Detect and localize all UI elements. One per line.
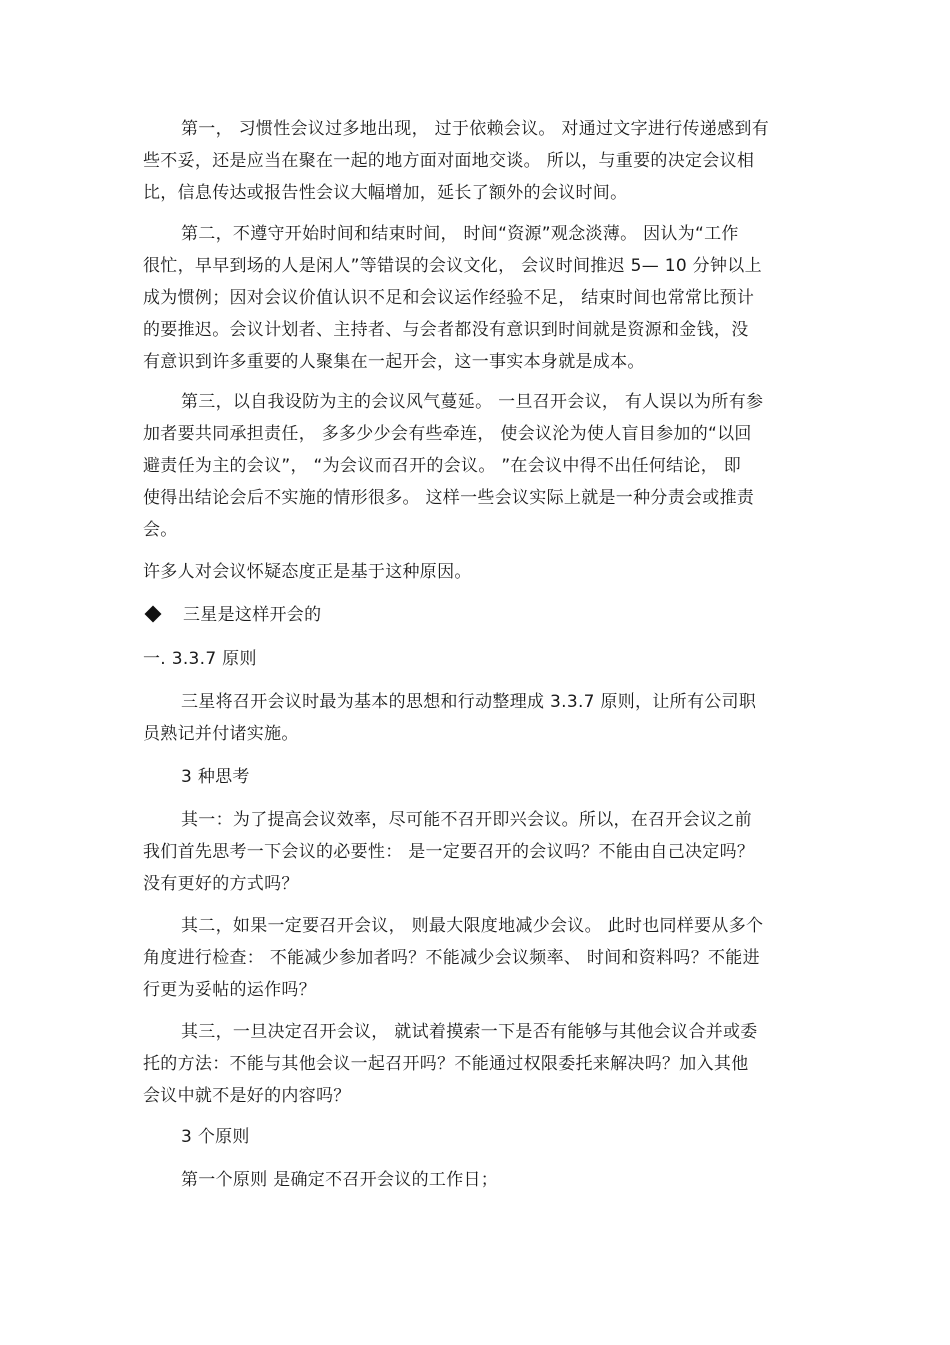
section-heading-text: 一. 3.3.7 原则 xyxy=(143,649,257,669)
text-line: 我们首先思考一下会议的必要性： 是一定要召开的会议吗？不能由自己决定吗？ xyxy=(143,842,755,862)
text-line: 其三，一旦决定召开会议， 就试着摸索一下是否有能够与其他会议合并或委 xyxy=(181,1022,758,1042)
text-line: 的要推迟。会议计划者、主持者、与会者都没有意识到时间就是资源和金钱，没 xyxy=(143,320,749,340)
paragraph-second-point xyxy=(143,218,815,378)
text-line: 许多人对会议怀疑态度正是基于这种原因。 xyxy=(143,562,472,582)
subheading-text: 3 个原则 xyxy=(181,1127,250,1147)
paragraph-third-point xyxy=(143,386,815,546)
text-line: 第二，不遵守开始时间和结束时间， 时间“资源”观念淡薄。 因认为“工作 xyxy=(181,224,739,244)
text-line: 托的方法：不能与其他会议一起召开吗？不能通过权限委托来解决吗？加入其他 xyxy=(143,1054,749,1074)
paragraph-principle-intro xyxy=(143,686,815,750)
paragraph-thought-two xyxy=(143,910,815,1006)
text-line: 避责任为主的会议”， “为会议而召开的会议。 ”在会议中得不出任何结论， 即 xyxy=(143,456,742,476)
text-line: 第一， 习惯性会议过多地出现， 过于依赖会议。 对通过文字进行传递感到有 xyxy=(181,119,770,139)
section-heading xyxy=(143,643,815,675)
paragraph-thought-three xyxy=(143,1016,815,1112)
text-line: 加者要共同承担责任， 多多少少会有些牵连， 使会议沦为使人盲目参加的“以回 xyxy=(143,424,752,444)
text-line: 会议中就不是好的内容吗？ xyxy=(143,1086,351,1106)
text-line: 员熟记并付诸实施。 xyxy=(143,724,299,744)
text-line: 很忙，早早到场的人是闲人”等错误的会议文化， 会议时间推迟 5— 10 分钟以上 xyxy=(143,256,762,276)
text-line: 第一个原则 是确定不召开会议的工作日； xyxy=(181,1170,499,1190)
paragraph-principle-one xyxy=(143,1164,815,1196)
text-line: 使得出结论会后不实施的情形很多。 这样一些会议实际上就是一种分责会或推责 xyxy=(143,488,755,508)
text-line: 有意识到许多重要的人聚集在一起开会，这一事实本身就是成本。 xyxy=(143,352,645,372)
bullet-heading-text: 三星是这样开会的 xyxy=(183,605,322,625)
text-line: 三星将召开会议时最为基本的思想和行动整理成 3.3.7 原则，让所有公司职 xyxy=(181,692,757,712)
text-line: 角度进行检查： 不能减少参加者吗？不能减少会议频率、 时间和资料吗？不能进 xyxy=(143,948,760,968)
subheading-three-thoughts xyxy=(143,761,815,793)
text-line: 比，信息传达或报告性会议大幅增加，延长了额外的会议时间。 xyxy=(143,183,628,203)
text-line: 会。 xyxy=(143,520,178,540)
paragraph-first-point xyxy=(143,113,815,209)
text-line: 行更为妥帖的运作吗？ xyxy=(143,980,316,1000)
subheading-three-principles xyxy=(143,1121,815,1153)
text-line: 其一：为了提高会议效率，尽可能不召开即兴会议。所以，在召开会议之前 xyxy=(181,810,752,830)
bullet-heading xyxy=(143,599,815,631)
text-line: 其二，如果一定要召开会议， 则最大限度地减少会议。 此时也同样要从多个 xyxy=(181,916,764,936)
text-line: 些不妥，还是应当在聚在一起的地方面对面地交谈。 所以，与重要的决定会议相 xyxy=(143,151,755,171)
paragraph-thought-one xyxy=(143,804,815,900)
diamond-bullet-icon xyxy=(145,606,162,623)
text-line: 成为惯例；因对会议价值认识不足和会议运作经验不足， 结束时间也常常比预计 xyxy=(143,288,755,308)
paragraph-summary xyxy=(143,556,815,588)
text-line: 第三，以自我设防为主的会议风气蔓延。 一旦召开会议， 有人误以为所有参 xyxy=(181,392,764,412)
text-line: 没有更好的方式吗？ xyxy=(143,874,299,894)
subheading-text: 3 种思考 xyxy=(181,767,250,787)
